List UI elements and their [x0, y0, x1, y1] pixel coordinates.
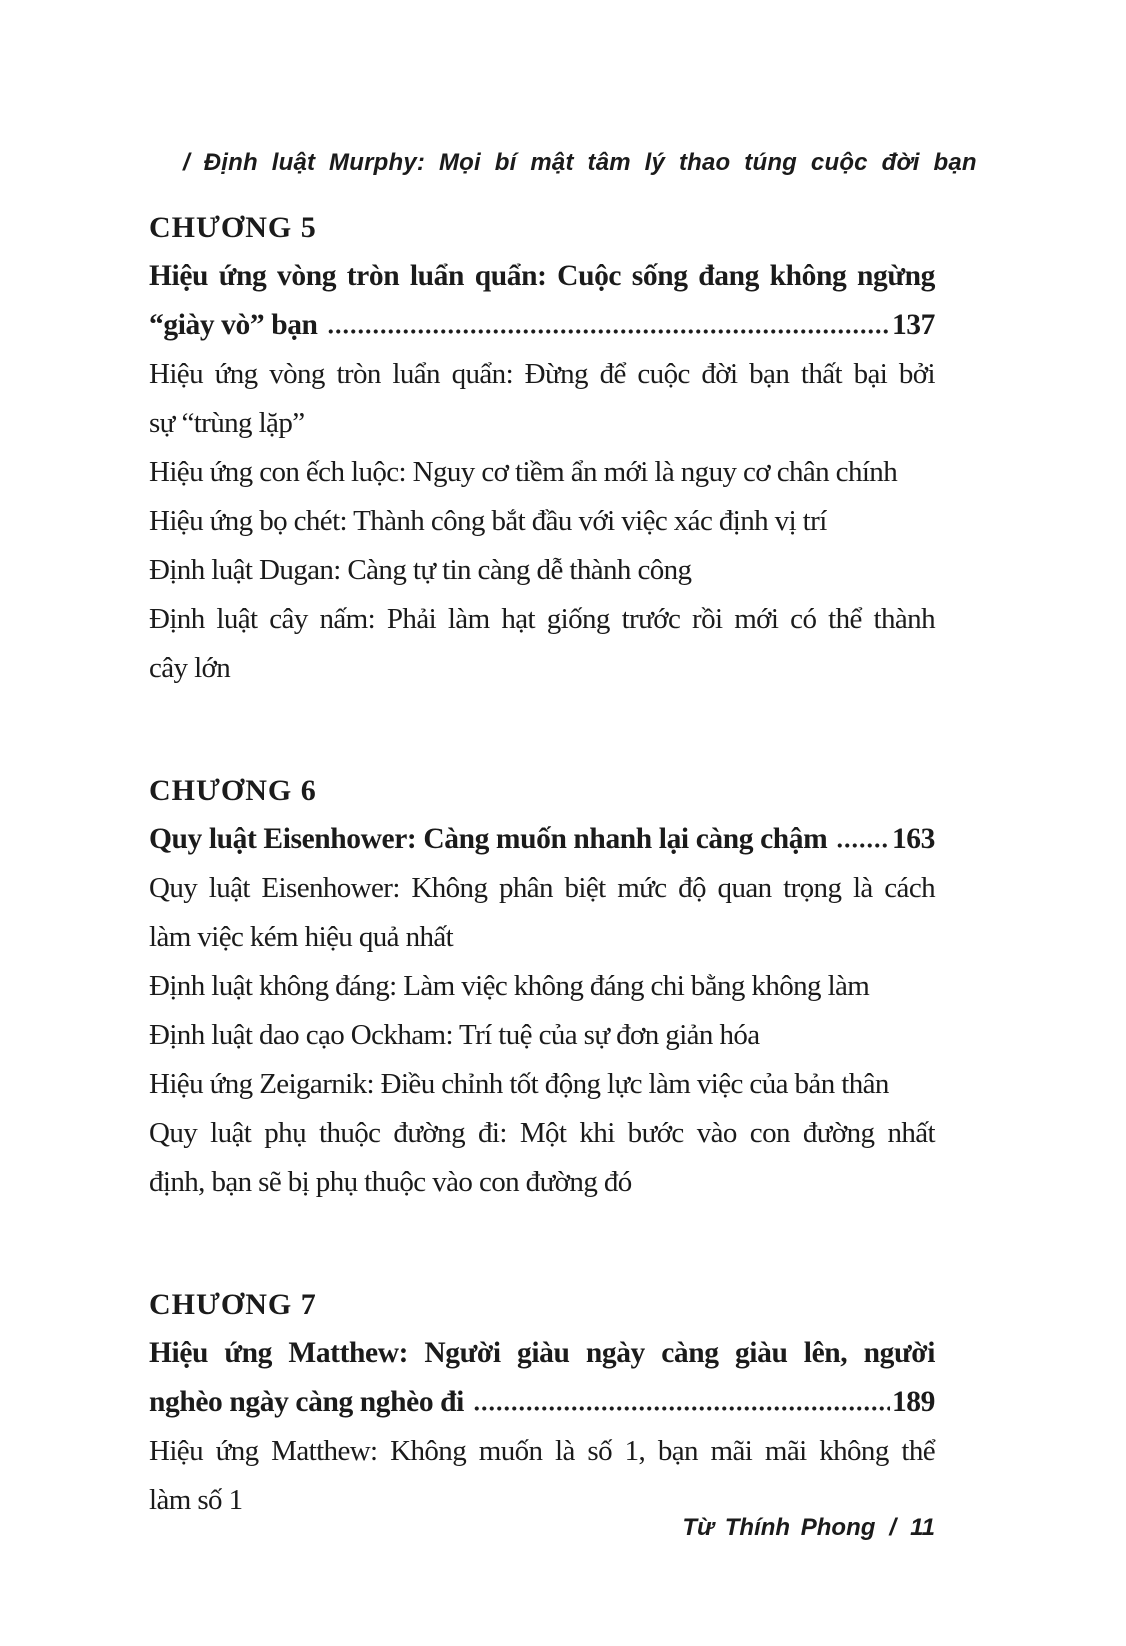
toc-entry-line: định, bạn sẽ bị phụ thuộc vào con đường đó: [149, 1166, 632, 1198]
footer-page-number: 11: [910, 1514, 935, 1541]
toc-entry: [149, 497, 935, 546]
dot-leader: [327, 329, 890, 334]
chapter-label: CHƯƠNG 5: [149, 211, 317, 244]
toc-entry-line: Hiệu ứng con ếch luộc: Nguy cơ tiềm ẩn mới là nguy cơ chân chính: [149, 456, 898, 488]
toc-entry-line: Định luật không đáng: Làm việc không đáng chi bằng không làm: [149, 970, 870, 1002]
chapter-title-text: Quy luật Eisenhower: Càng muốn nhanh lại càng chậm: [149, 823, 828, 855]
toc-entry: [149, 1060, 935, 1109]
toc-entry-line: sự “trùng lặp”: [149, 407, 305, 439]
chapter-6-section: [149, 766, 935, 1207]
chapter-page-number: 189: [891, 1386, 935, 1418]
toc-entry-line: Hiệu ứng Matthew: Không muốn là số 1, bạn mãi mãi không thể: [149, 1435, 935, 1467]
chapter-page-number: 137: [891, 309, 935, 341]
chapter-5-section: [149, 203, 935, 693]
footer-separator: /: [889, 1514, 897, 1541]
chapter-title-leader-row: [149, 815, 935, 864]
toc-entry-line: Hiệu ứng Zeigarnik: Điều chỉnh tốt động lực làm việc của bản thân: [149, 1068, 889, 1100]
chapter-page-number: 163: [891, 823, 935, 855]
toc-entry-line: làm việc kém hiệu quả nhất: [149, 921, 454, 953]
chapter-label: CHƯƠNG 7: [149, 1288, 317, 1321]
toc-entry-line: Hiệu ứng vòng tròn luẩn quẩn: Đừng để cuộc đời bạn thất bại bởi: [149, 358, 935, 390]
toc-entry-line: Quy luật phụ thuộc đường đi: Một khi bước vào con đường nhất: [149, 1117, 935, 1149]
chapter-label: CHƯƠNG 6: [149, 774, 317, 807]
toc-entry-line: Định luật cây nấm: Phải làm hạt giống trước rồi mới có thể thành: [149, 603, 935, 635]
toc-entry: [149, 864, 935, 962]
toc-entry: [149, 448, 935, 497]
toc-entry-line: Hiệu ứng bọ chét: Thành công bắt đầu với việc xác định vị trí: [149, 505, 827, 537]
toc-entry-line: Quy luật Eisenhower: Không phân biệt mức độ quan trọng là cách: [149, 872, 935, 904]
running-footer: [682, 1512, 935, 1544]
toc-entry: [149, 1109, 935, 1207]
dot-leader: [473, 1406, 890, 1411]
table-of-contents: [149, 203, 935, 1525]
toc-entry: [149, 1427, 935, 1525]
chapter-title-leader-row: [149, 301, 935, 350]
toc-entry: [149, 1011, 935, 1060]
toc-entry-line: Định luật dao cạo Ockham: Trí tuệ của sự đơn giản hóa: [149, 1019, 760, 1051]
toc-entry-line: Định luật Dugan: Càng tự tin càng dễ thành công: [149, 554, 692, 586]
chapter-title-line: Hiệu ứng Matthew: Người giàu ngày càng giàu lên, người: [149, 1337, 935, 1369]
toc-entry-line: làm số 1: [149, 1484, 243, 1516]
chapter-7-section: [149, 1280, 935, 1525]
toc-entry: [149, 962, 935, 1011]
toc-entry-line: cây lớn: [149, 652, 231, 684]
toc-entry: [149, 595, 935, 693]
chapter-title-text: “giày vò” bạn: [149, 309, 318, 341]
toc-entry: [149, 546, 935, 595]
chapter-title-line: Hiệu ứng vòng tròn luẩn quẩn: Cuộc sống đang không ngừng: [149, 260, 935, 292]
toc-entry: [149, 350, 935, 448]
chapter-title-text: nghèo ngày càng nghèo đi: [149, 1386, 464, 1418]
dot-leader: [836, 843, 890, 848]
footer-author: Từ Thính Phong: [682, 1514, 876, 1541]
chapter-title-leader-row: [149, 1378, 935, 1427]
running-header: / Định luật Murphy: Mọi bí mật tâm lý thao túng cuộc đời bạn: [183, 149, 977, 176]
